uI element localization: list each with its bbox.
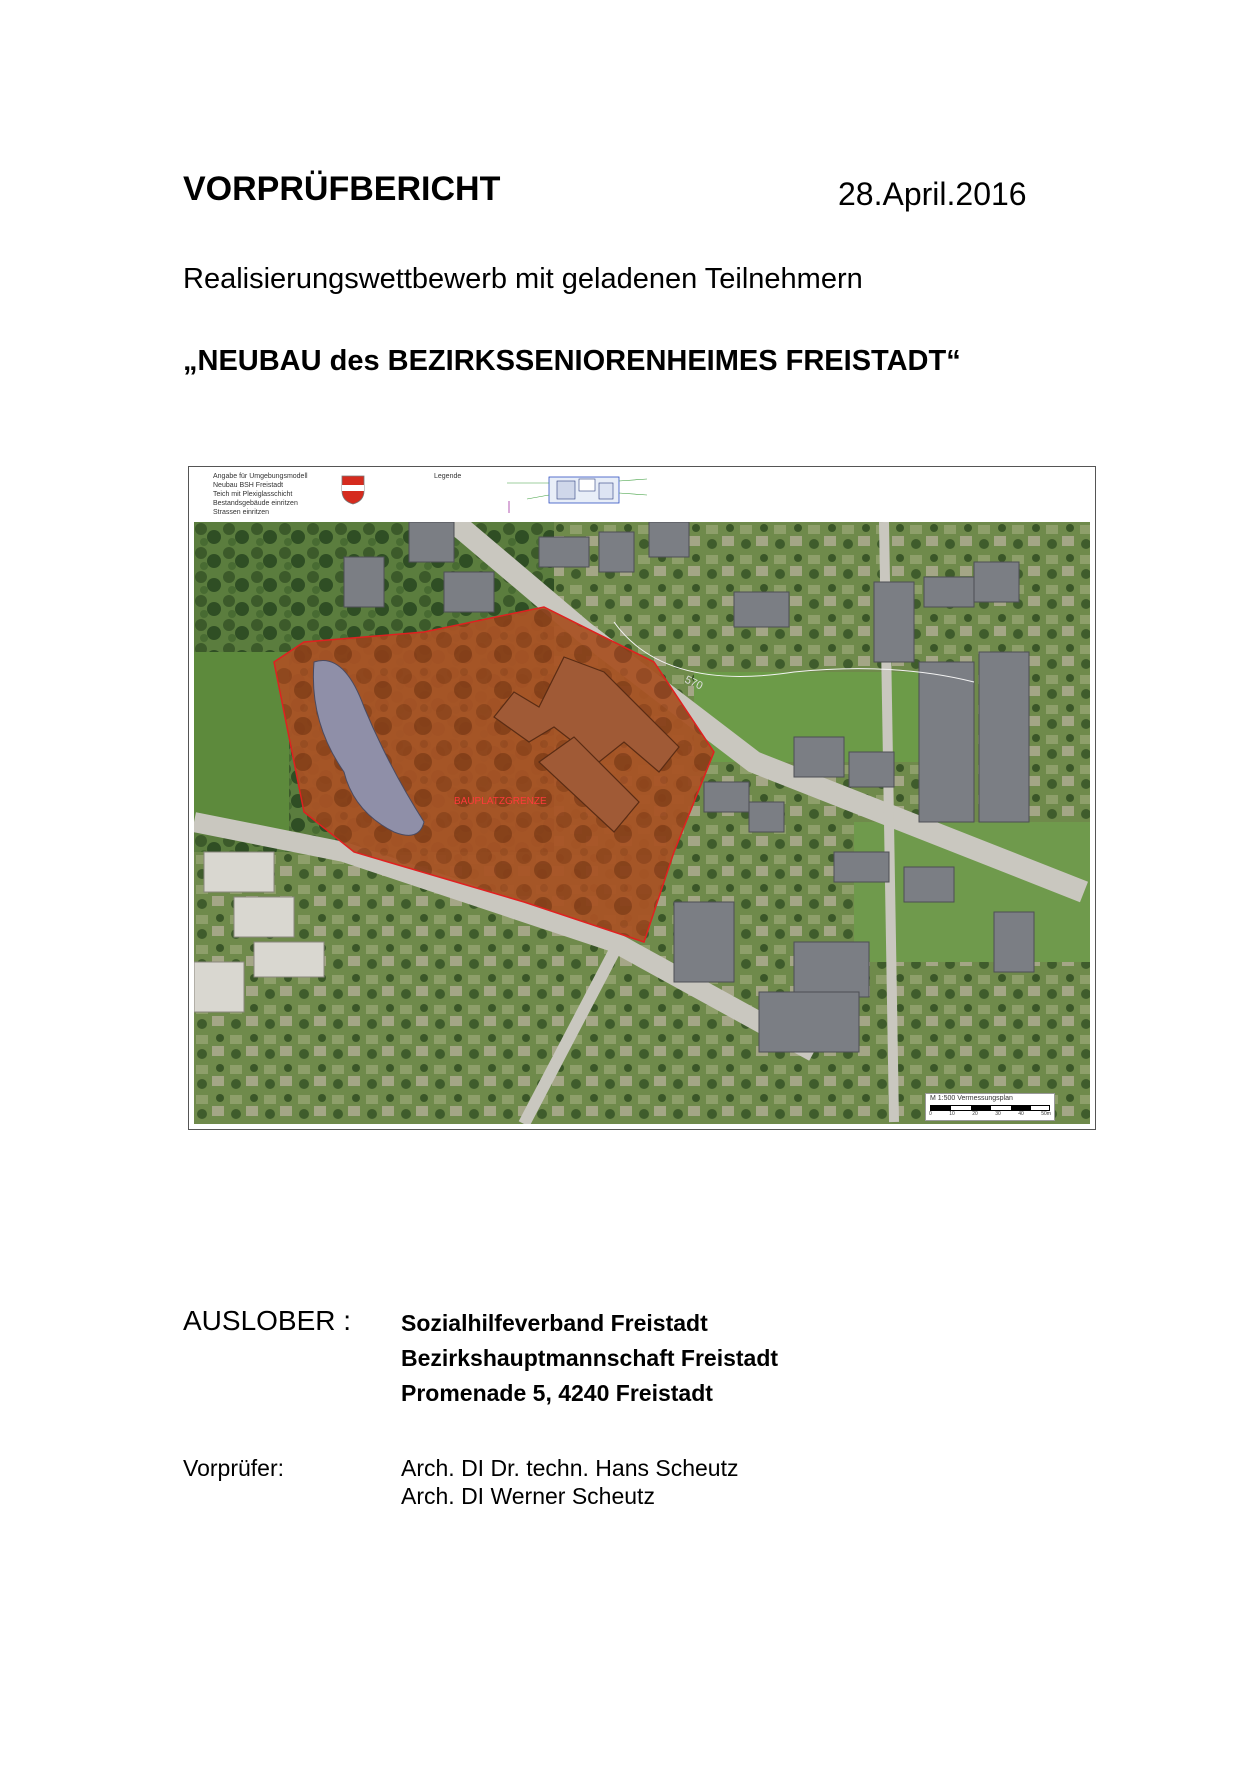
- map-notes: Angabe für Umgebungsmodell Neubau BSH Freistadt Teich mit Plexiglasschicht Bestandsgebäude einritzen Strassen einritzen: [213, 473, 308, 516]
- vorpruefer-line: Arch. DI Dr. techn. Hans Scheutz: [401, 1455, 739, 1481]
- report-date: 28.April.2016: [838, 176, 1027, 212]
- site-map: [188, 466, 1096, 1130]
- map-legend-strip: [189, 467, 1095, 521]
- auslober-line: Bezirkshauptmannschaft Freistadt: [401, 1345, 779, 1371]
- vorpruefer-label: Vorprüfer:: [183, 1455, 284, 1481]
- scale-tick: 20: [972, 1111, 978, 1117]
- road-number-label: 570: [682, 673, 705, 693]
- coat-of-arms-icon: [341, 475, 365, 505]
- scale-label: M 1:500 Vermessungsplan: [930, 1095, 1013, 1102]
- scale-bar-box: [925, 1093, 1055, 1121]
- scale-tick: 50m: [1041, 1111, 1051, 1117]
- scale-tick: 40: [1018, 1111, 1024, 1117]
- aerial-photo: [194, 522, 1090, 1124]
- auslober-label: AUSLOBER :: [183, 1305, 352, 1336]
- site-boundary-label: BAUPLATZGRENZE: [454, 796, 547, 807]
- legend-diagram: [487, 471, 687, 517]
- auslober-line: Promenade 5, 4240 Freistadt: [401, 1380, 713, 1406]
- scale-tick: 10: [949, 1111, 955, 1117]
- legend-title: Legende: [434, 473, 462, 480]
- scale-tick: 30: [995, 1111, 1001, 1117]
- project-title: „NEUBAU des BEZIRKSSENIORENHEIMES FREISTADT“: [183, 345, 961, 377]
- auslober-line: Sozialhilfeverband Freistadt: [401, 1310, 708, 1336]
- report-subtitle: Realisierungswettbewerb mit geladenen Teilnehmern: [183, 263, 863, 295]
- scale-ticks: [929, 1111, 1051, 1117]
- scale-tick: 0: [929, 1111, 932, 1117]
- vorpruefer-line: Arch. DI Werner Scheutz: [401, 1483, 655, 1509]
- report-title: VORPRÜFBERICHT: [183, 170, 501, 208]
